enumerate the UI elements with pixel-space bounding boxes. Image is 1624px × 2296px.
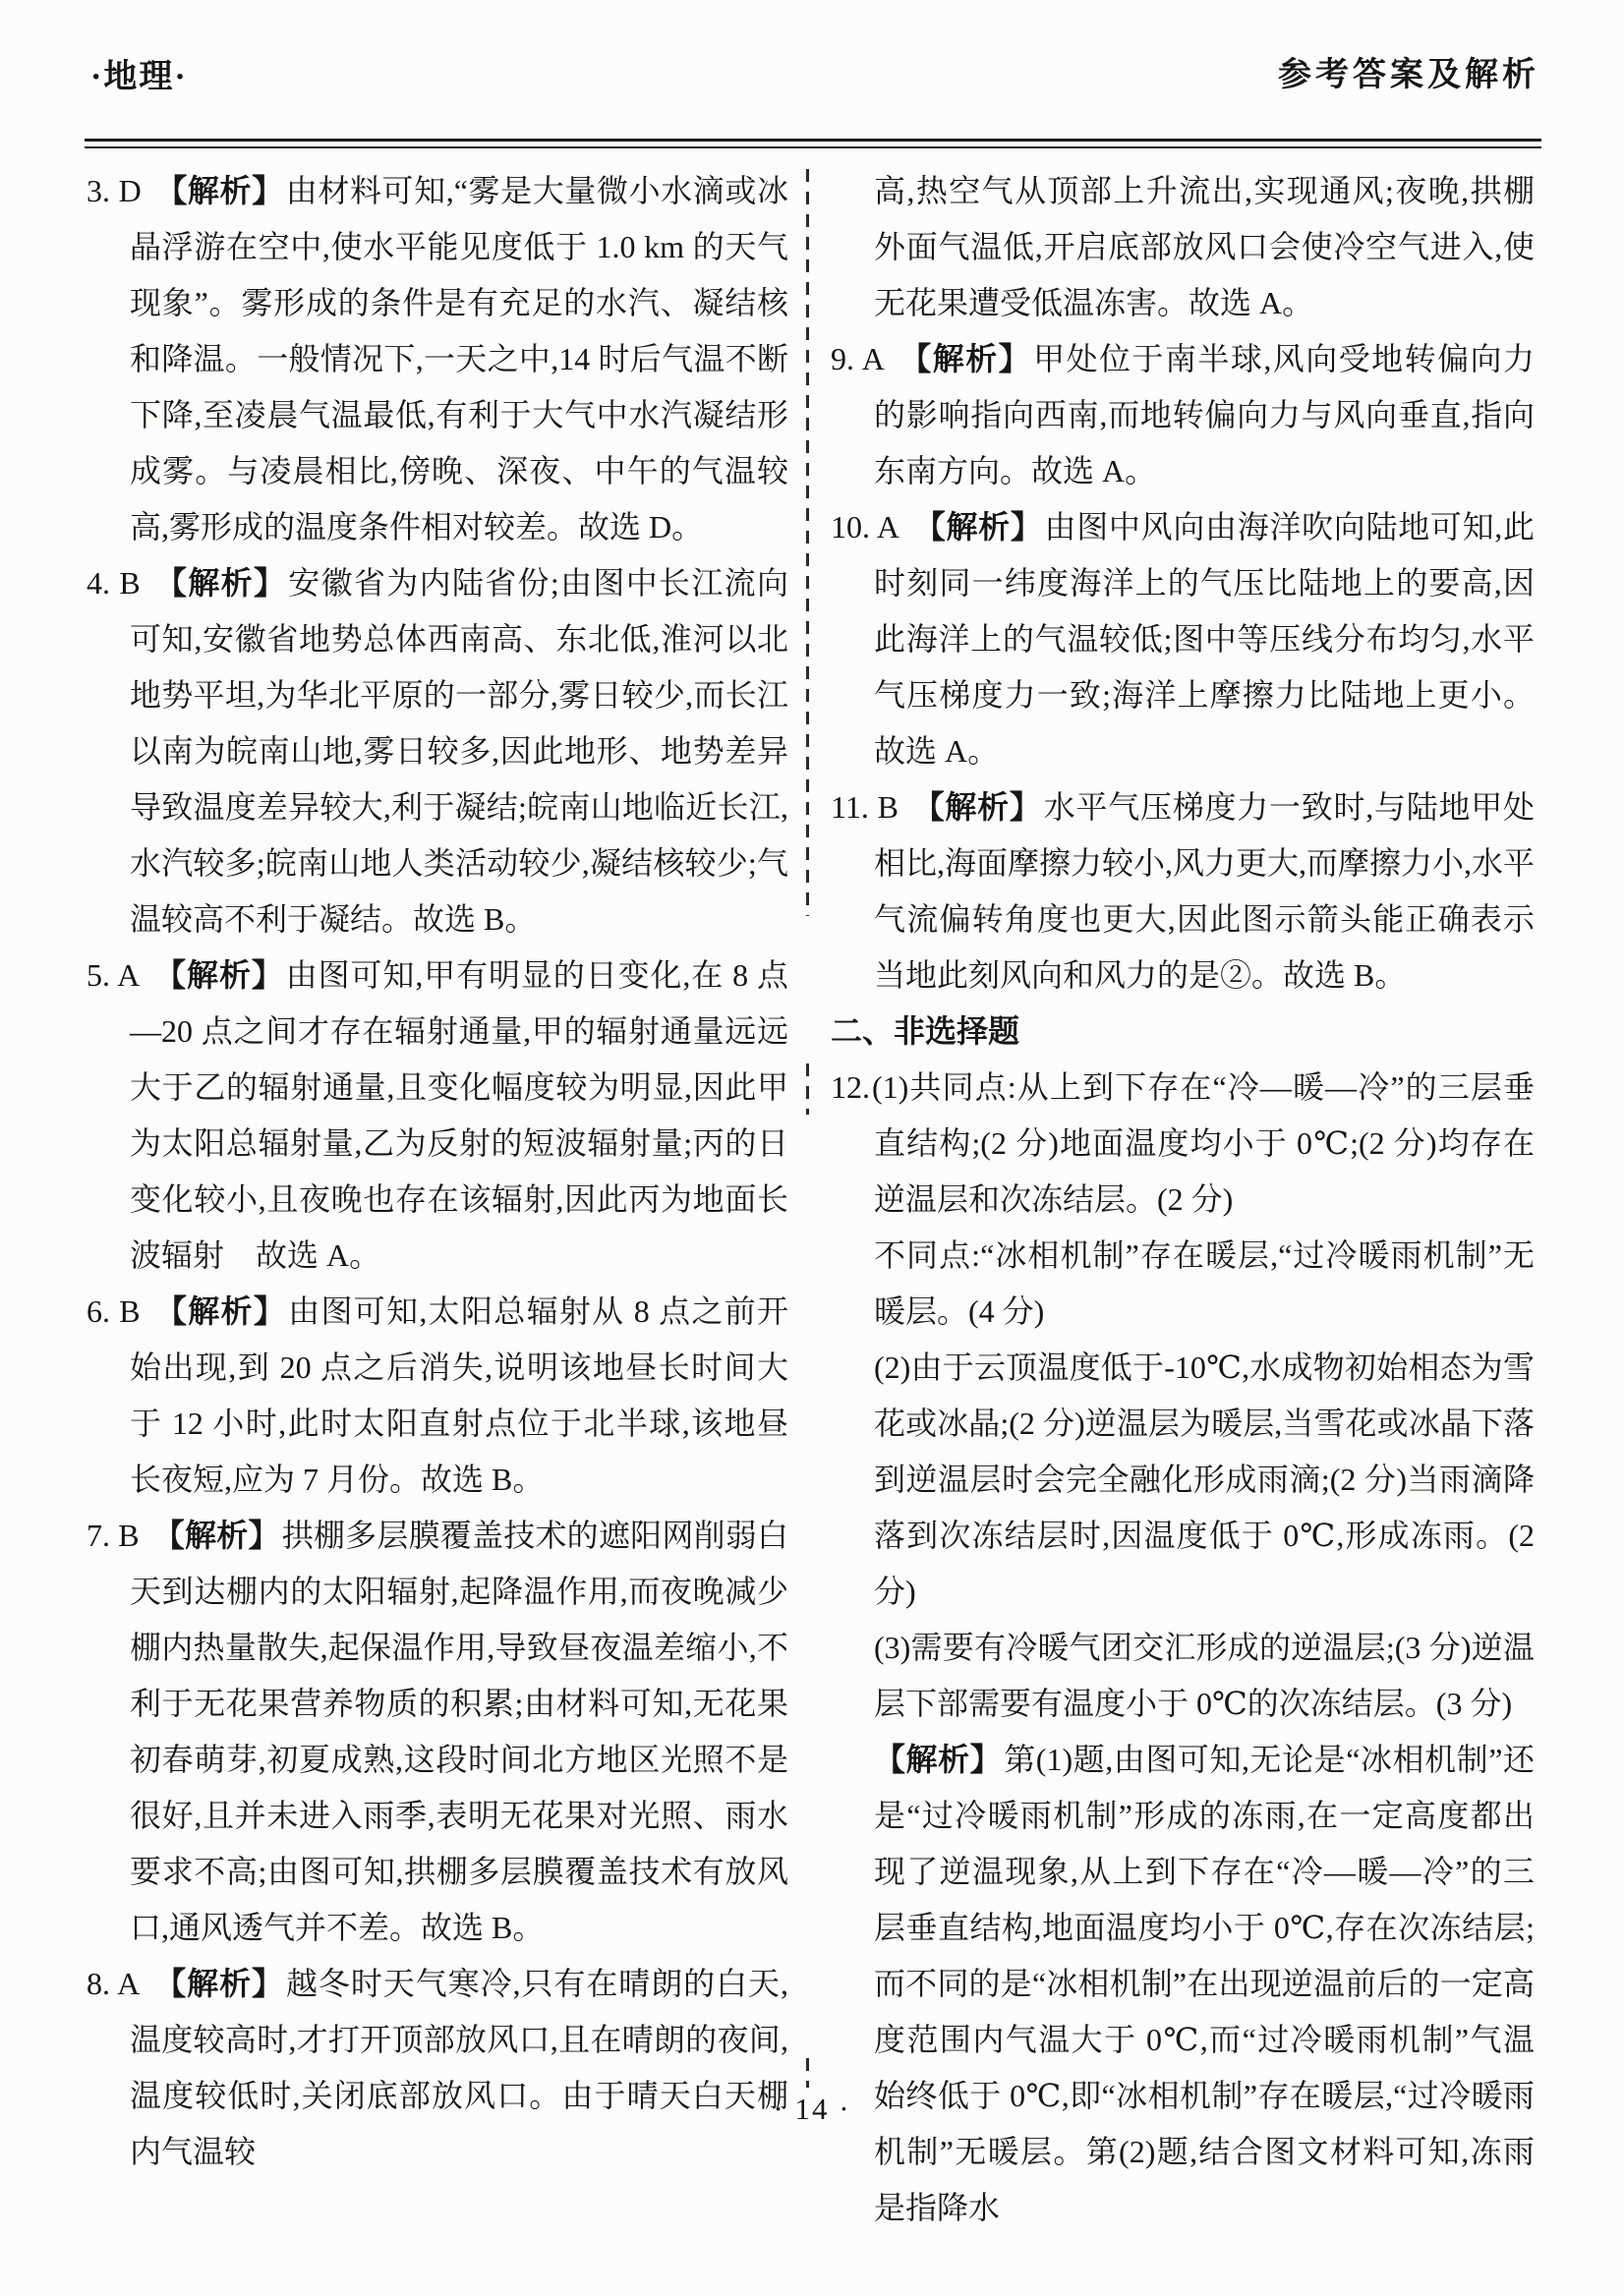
answer-item-11 (831, 779, 1535, 1004)
answer-text: 由图中风向由海洋吹向陆地可知,此时刻同一纬度海洋上的气压比陆地上的要高,因此海洋上的气温较低;图中等压线分布均匀,水平气压梯度力一致;海洋上摩擦力比陆地上更小。故选 A。 (874, 509, 1535, 769)
answer-item-10 (831, 499, 1535, 779)
answer-item-8 (87, 1956, 788, 2180)
answer-number: 9. A (831, 341, 885, 376)
answer-text: (1)共同点:从上到下存在“冷—暖—冷”的三层垂直结构;(2 分)地面温度均小于 0℃;(2 分)均存在逆温层和次冻结层。(2 分) (872, 1069, 1535, 1217)
answer-number: 4. B (87, 565, 141, 601)
jiexi-label: 【解析】 (153, 565, 287, 601)
subject-title: ·地理· (90, 59, 188, 95)
answer-number: 3. D (87, 173, 142, 208)
section-heading-non-choice: 二、非选择题 (831, 1013, 1020, 1049)
answer-text: 越冬时天气寒冷,只有在晴朗的白天,温度较高时,才打开顶部放风口,且在晴朗的夜间,温度较低时,关闭底部放风口。由于晴天白天棚内气温较 (130, 1966, 788, 2169)
answer-text: 由材料可知,“雾是大量微小水滴或冰晶浮游在空中,使水平能见度低于 1.0 km 的天气现象”。雾形成的条件是有充足的水汽、凝结核和降温。一般情况下,一天之中,14 时后气温不断下降,至凌晨气温最低,有利于大气中水汽凝结形成雾。与凌晨相比,傍晚、深夜、中午的气温较高,雾形成的温度条件相对较差。故选 D。 (130, 173, 788, 545)
column-divider-dash-middle (806, 1063, 809, 1115)
answer-text: 甲处位于南半球,风向受地转偏向力的影响指向西南,而地转偏向力与风向垂直,指向东南方向。故选 A。 (874, 341, 1535, 488)
jiexi-label: 【解析】 (898, 341, 1032, 376)
right-column (831, 163, 1535, 2236)
jiexi-label: 【解析】 (153, 1293, 287, 1329)
answer-number: 11. B (831, 789, 899, 825)
jiexi-label: 【解析】 (913, 509, 1043, 545)
answer-text: 水平气压梯度力一致时,与陆地甲处相比,海面摩擦力较小,风力更大,而摩擦力小,水平气流偏转角度也更大,因此图示箭头能正确表示当地此刻风向和风力的是②。故选 B。 (874, 789, 1536, 993)
left-column (87, 163, 788, 2180)
answer-text: 第(1)题,由图可知,无论是“冰相机制”还是“过冷暖雨机制”形成的冻雨,在一定高度都出现了逆温现象,从上到下存在“冷—暖—冷”的三层垂直结构,地面温度均小于 0℃,存在次冻结层;而不同的是“冰相机制”在出现逆温前后的一定高度范围内气温大于 0℃,而“过冷暖雨机制”气温始终低于 0℃,即“冰相机制”存在暖层,“过冷暖雨机制”无暖层。第(2)题,结合图文材料可知,冻雨是指降水 (874, 1742, 1535, 2225)
answer-number: 6. B (87, 1293, 141, 1329)
answer-item-9 (831, 331, 1535, 499)
jiexi-label: 【解析】 (154, 173, 284, 208)
jiexi-label: 【解析】 (153, 957, 284, 993)
answer-item-6 (87, 1284, 788, 1508)
answer-item-12-para-2: (2)由于云顶温度低于-10℃,水成物初始相态为雪花或冰晶;(2 分)逆温层为暖层,当雪花或冰晶下落到逆温层时会完全融化形成雨滴;(2 分)当雨滴降落到次冻结层时,因温度低于 0℃,形成冻雨。(2 分) (874, 1349, 1535, 1609)
answer-text: 由图可知,太阳总辐射从 8 点之前开始出现,到 20 点之后消失,说明该地昼长时间大于 12 小时,此时太阳直射点位于北半球,该地昼长夜短,应为 7 月份。故选 B。 (130, 1293, 788, 1497)
answer-number: 5. A (87, 957, 141, 993)
page-header-title: 参考答案及解析 (1278, 57, 1539, 93)
answer-number: 8. A (87, 1966, 141, 2001)
answer-text: 拱棚多层膜覆盖技术的遮阳网削弱白天到达棚内的太阳辐射,起降温作用,而夜晚减少棚内热量散失,起保温作用,导致昼夜温差缩小,不利于无花果营养物质的积累;由材料可知,无花果初春萌芽,初夏成熟,这段时间北方地区光照不是很好,且并未进入雨季,表明无花果对光照、雨水要求不高;由图可知,拱棚多层膜覆盖技术有放风口,通风透气并不差。故选 B。 (130, 1518, 788, 1945)
answer-item-4 (87, 555, 788, 947)
column-divider-dash-bottom (806, 2058, 809, 2088)
answer-item-8-continuation: 高,热空气从顶部上升流出,实现通风;夜晚,拱棚外面气温低,开启底部放风口会使冷空气进入,使无花果遭受低温冻害。故选 A。 (874, 173, 1535, 320)
answer-number: 10. A (831, 509, 900, 545)
answer-item-12-para-3: (3)需要有冷暖气团交汇形成的逆温层;(3 分)逆温层下部需要有温度小于 0℃的次冻结层。(3 分) (874, 1630, 1535, 1721)
header-rule (85, 139, 1541, 148)
answer-text: 由图可知,甲有明显的日变化,在 8 点—20 点之间才存在辐射通量,甲的辐射通量远远大于乙的辐射通量,且变化幅度较为明显,因此甲为太阳总辐射量,乙为反射的短波辐射量;丙的日变化较小,且夜晚也存在该辐射,因此丙为地面长波辐射 故选 A。 (130, 957, 788, 1273)
answer-number: 12. (831, 1069, 870, 1105)
page-number: · 14 · (773, 2092, 851, 2126)
answer-item-3 (87, 163, 788, 555)
answer-item-7 (87, 1508, 788, 1956)
column-divider-dash-top (806, 169, 809, 916)
answer-item-5 (87, 947, 788, 1284)
jiexi-label: 【解析】 (152, 1518, 280, 1553)
jiexi-label: 【解析】 (911, 789, 1042, 825)
jiexi-label: 【解析】 (153, 1966, 284, 2001)
answer-item-12-jiexi (831, 1732, 1535, 2236)
answer-item-12 (831, 1060, 1535, 1228)
answer-number: 7. B (87, 1518, 140, 1553)
answer-text: 安徽省为内陆省份;由图中长江流向可知,安徽省地势总体西南高、东北低,淮河以北地势平坦,为华北平原的一部分,雾日较少,而长江以南为皖南山地,雾日较多,因此地形、地势差异导致温度差异较大,利于凝结;皖南山地临近长江,水汽较多;皖南山地人类活动较少,凝结核较少;气温较高不利于凝结。故选 B。 (130, 565, 788, 937)
answer-item-12-para-different: 不同点:“冰相机制”存在暖层,“过冷暖雨机制”无暖层。(4 分) (874, 1237, 1535, 1329)
jiexi-label: 【解析】 (874, 1742, 1003, 1777)
